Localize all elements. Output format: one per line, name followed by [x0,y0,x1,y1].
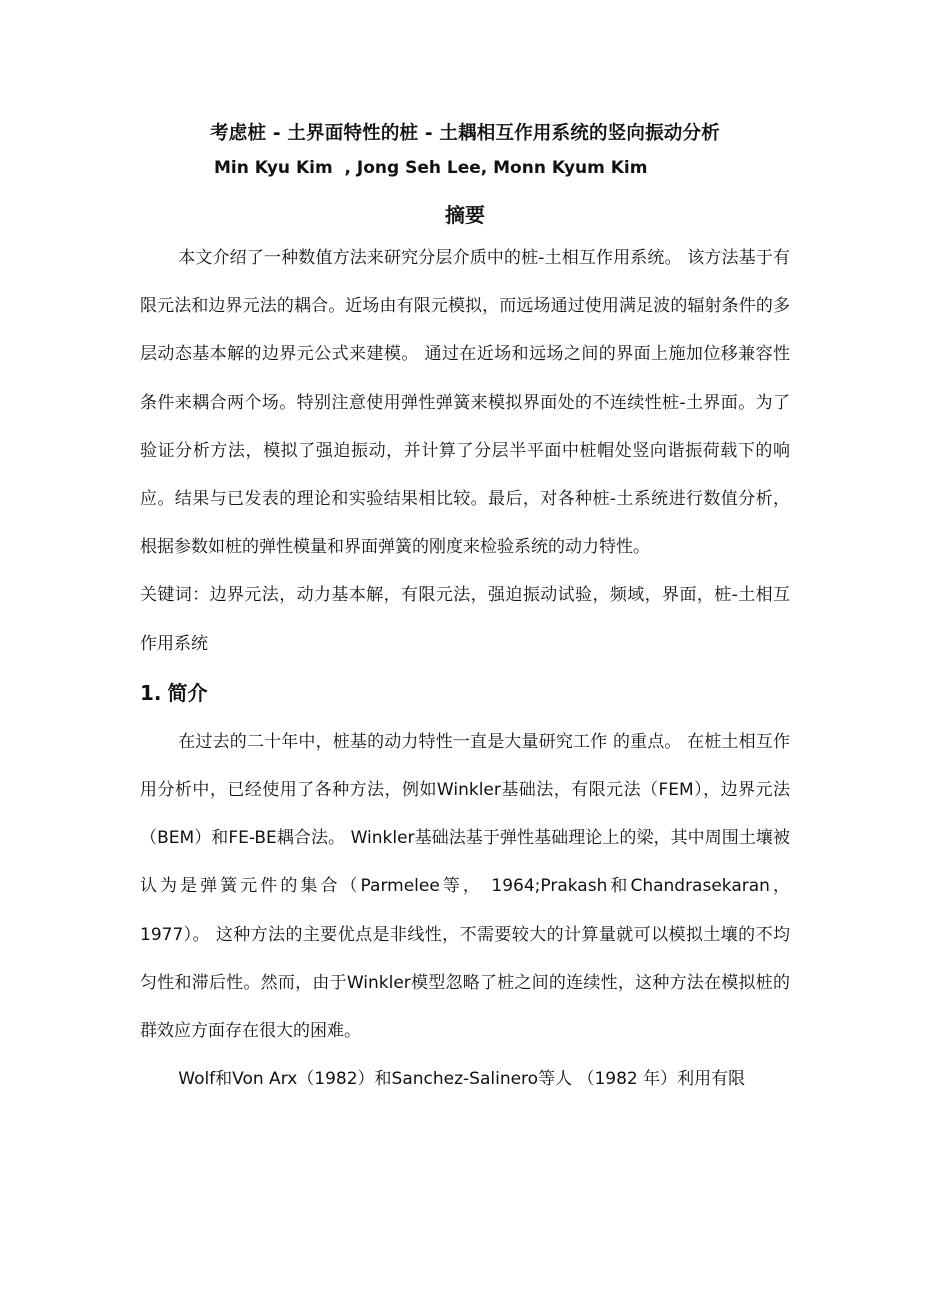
keywords-paragraph: 关键词：边界元法，动力基本解，有限元法，强迫振动试验，频域，界面，桩-土相互作用系统 [140,585,790,654]
abstract-paragraph: 本文介绍了一种数值方法来研究分层介质中的桩-土相互作用系统。 该方法基于有限元法和边界元法的耦合。近场由有限元模拟，而远场通过使用满足波的辐射条件的多层动态基本解的边界元公式来建模。 通过在近场和远场之间的界面上施加位移兼容性条件来耦合两个场。特别注意使用弹性弹簧来模拟界面处的不连续性桩-土界面。为了验证分析方法，模拟了强迫振动，并计算了分层半平面中桩帽处竖向谐振荷载下的响应。结果与已发表的理论和实验结果相比较。最后，对各种桩-土系统进行数值分析，根据参数如桩的弹性模量和界面弹簧的刚度来检验系统的动力特性。 [140,248,790,558]
intro-paragraph-2: Wolf和Von Arx（1982）和Sanchez-Salinero等人 （1982 年）利用有限 [178,1069,746,1090]
section-heading-introduction [140,678,790,708]
section-number: 1. [140,680,162,705]
abstract-heading: 摘要 [445,203,485,227]
paper-authors: Min Kyu Kim , Jong Seh Lee, Monn Kyum Kim [214,158,648,178]
paper-title: 考虑桩 - 土界面特性的桩 - 土耦相互作用系统的竖向振动分析 [210,123,720,144]
section-title: 简介 [167,680,208,705]
intro-paragraph-1: 在过去的二十年中，桩基的动力特性一直是大量研究工作 的重点。 在桩土相互作用分析中，已经使用了各种方法，例如Winkler基础法，有限元法（FEM），边界元法（BEM）和FE-BE耦合法。 Winkler基础法基于弹性基础理论上的梁，其中周围土壤被认为是弹簧元件的集合（Parmelee等， 1964;Prakash和Chandrasekaran，1977）。 这种方法的主要优点是非线性，不需要较大的计算量就可以模拟土壤的不均匀性和滞后性。然而，由于Winkler模型忽略了桩之间的连续性，这种方法在模拟桩的群效应方面存在很大的困难。 [140,731,790,1042]
document-page [140,118,790,1103]
